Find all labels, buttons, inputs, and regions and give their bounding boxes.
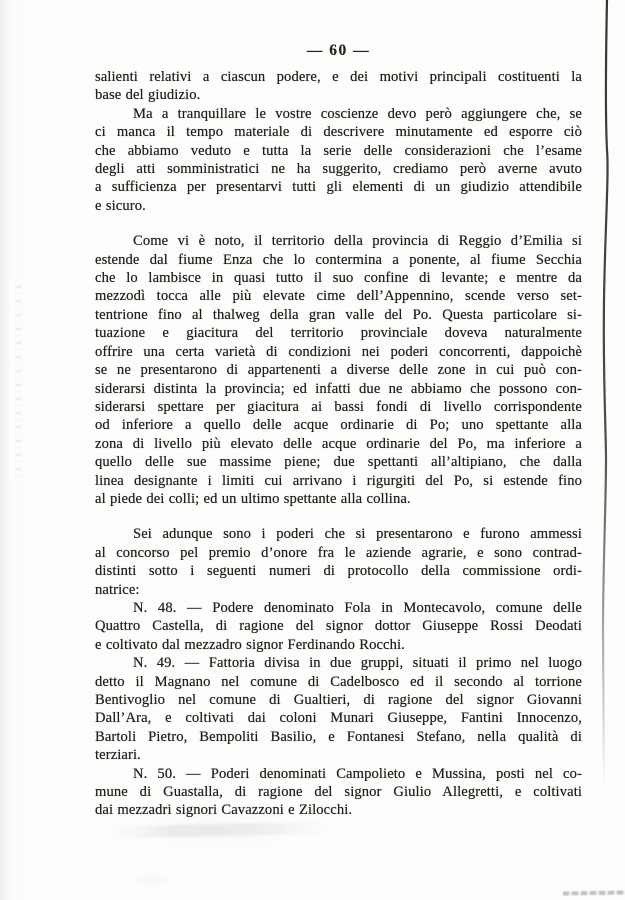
text-line: degli atti somministratici ne ha suggerito, crediamo però averne avuto [95, 161, 582, 178]
page-text-block [95, 68, 582, 820]
text-line: Bartoli Pietro, Bempoliti Basilio, e Fontanesi Stefano, nella qualità di [95, 728, 582, 745]
paragraph [95, 765, 582, 820]
text-line: tuazione e giacitura del territorio provinciale doveva naturalmente [95, 325, 582, 342]
page-number: — 60 — [306, 42, 371, 59]
text-line: dai mezzadri signori Cavazzoni e Zilocchi. [95, 802, 353, 819]
text-line: a sufficienza per presentarvi tutti gli elementi di un giudizio attendibile [95, 179, 582, 196]
scan-smudge [108, 822, 333, 839]
text-line: Come vi è noto, il territorio della provincia di Reggio d’Emilia si [133, 233, 582, 250]
paragraph [95, 525, 582, 599]
text-line: N. 48. — Podere denominato Fola in Montecavolo, comune delle [133, 599, 582, 616]
illegible-margin-writing [15, 286, 22, 478]
text-line: estende dal fiume Enza che lo contermina a ponente, al fiume Secchia [95, 251, 582, 268]
text-line: Quattro Castella, di ragione del signor dottor Giuseppe Rossi Deodati [95, 618, 582, 635]
text-line: e coltivato dal mezzadro signor Ferdinando Rocchi. [95, 636, 405, 653]
text-line: N. 49. — Fattoria divisa in due gruppi, situati il primo nel luogo [133, 655, 582, 672]
text-line: detto il Magnano nel comune di Cadelbosco ed il secondo al torrione [95, 673, 582, 690]
paragraph [95, 105, 582, 215]
text-line: al concorso pel premio d’onore fra le aziende agrarie, e sono contrad- [95, 544, 582, 561]
text-line: Bentivoglio nel comune di Gualtieri, di ragione del signor Giovanni [95, 692, 582, 708]
text-line: mezzodì tocca alle più elevate cime dell’Appennino, scende verso set- [95, 288, 582, 305]
text-line: che abbiamo veduto e tutta la serie delle considerazioni che l’esame [95, 142, 582, 159]
text-line: quello delle sue massime piene; due spettanti all’altipiano, che dalla [95, 454, 582, 471]
text-line: che lo lambisce in quasi tutto il suo confine di levante; e mentre da [95, 270, 582, 287]
scan-smudge-dashes [563, 890, 625, 895]
text-line: Dall’Ara, e coltivati dai coloni Munari Giuseppe, Fantini Innocenzo, [95, 710, 582, 727]
paragraph [95, 68, 582, 105]
paragraph [95, 654, 582, 764]
text-line: tentrione fino al thalweg della gran valle del Po. Questa particolare si- [95, 306, 582, 323]
text-line: al piede dei colli; ed un ultimo spettante alla collina. [95, 490, 411, 507]
text-line: natrice: [95, 581, 140, 598]
text-line: offrire una certa varietà di condizioni nei poderi concorrenti, dappoichè [95, 343, 582, 360]
text-line: Sei adunque sono i poderi che si presentarono e furono ammessi [133, 526, 582, 543]
text-line: mune di Guastalla, di ragione del signor Giulio Allegretti, e coltivati [95, 784, 582, 801]
text-line: salienti relativi a ciascun podere, e dei motivi principali costituenti la [95, 69, 582, 85]
text-line: siderarsi distinta la provincia; ed infatti due ne abbiamo che possono con- [95, 380, 582, 397]
text-line: terziari. [95, 747, 141, 764]
paragraph [95, 232, 582, 508]
text-line: N. 50. — Poderi denominati Campolieto e Mussina, posti nel co- [133, 765, 582, 782]
text-line: e sicuro. [95, 197, 146, 214]
text-line: od inferiore a quello delle acque ordinarie di Po; uno spettante alla [95, 417, 582, 434]
text-line: siderarsi spettare per giacitura ai bassi fondi di livello corrispondente [95, 398, 582, 415]
text-line: ci manca il tempo materiale di descrivere minutamente ed esporre ciò [95, 124, 582, 141]
text-line: linea designante i limiti cui arrivano i rigurgiti del Po, si estende fino [95, 472, 582, 489]
paragraph [95, 599, 582, 654]
text-line: se ne presentarono di appartenenti a diverse delle zone in cui può con- [95, 362, 582, 379]
text-line: base del giudizio. [95, 87, 201, 104]
text-line: zona di livello più elevato delle acque ordinarie del Po, ma inferiore a [95, 435, 582, 452]
text-line: Ma a tranquillare le vostre coscienze devo però aggiungere che, se [133, 105, 582, 122]
text-line: distinti sotto i seguenti numeri di protocollo della commissione ordi- [95, 563, 582, 580]
